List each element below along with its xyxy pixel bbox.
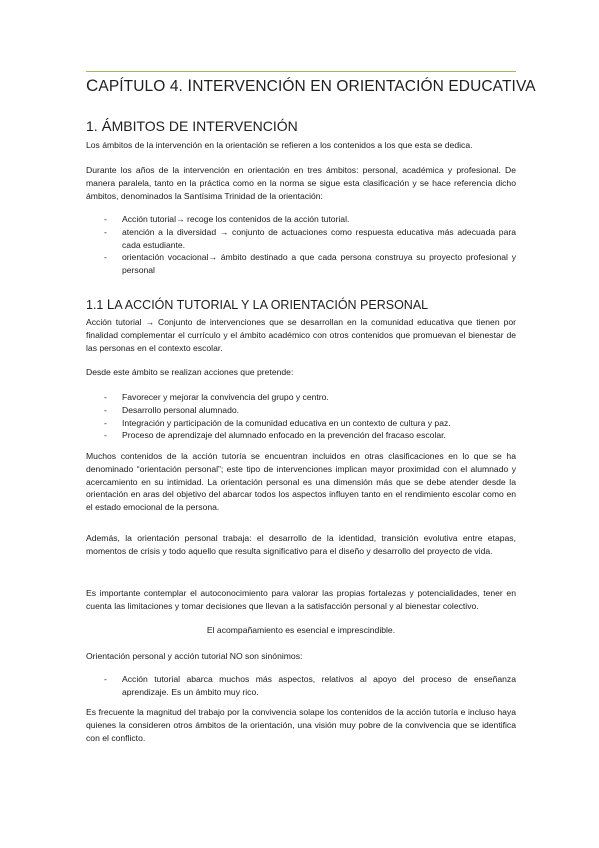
list-item: - Desarrollo personal alumnado. [104,404,516,417]
header-rule [86,71,516,72]
list-item: - orientación vocacional→ ámbito destinado a que cada persona construya su proyecto profesional y personal [104,251,516,277]
bullet-list [104,391,516,442]
paragraph: Desde este ámbito se realizan acciones que pretende: [86,367,294,377]
centered-statement: El acompañamiento es esencial e imprescindible. [206,625,396,635]
section-heading: 1. ÁMBITOS DE INTERVENCIÓN [86,118,298,135]
paragraph: Orientación personal y acción tutorial NO son sinónimos: [86,651,303,661]
list-item: - Proceso de aprendizaje del alumnado enfocado en la prevención del fracaso escolar. [104,429,516,442]
chapter-title: CAPÍTULO 4. INTERVENCIÓN EN ORIENTACIÓN EDUCATIVA [86,76,536,95]
paragraph: Es importante contemplar el autoconocimiento para valorar las propias fortalezas y potencialidades, tener en cuenta las limitaciones y tomar decisiones que llevan a la satisfacción personal y al bienestar colectivo. [86,588,516,611]
bullet-list [104,673,516,699]
paragraph: Acción tutorial → Conjunto de intervenciones que se desarrollan en la comunidad educativa que tienen por finalidad complementar el currículo y el ámbito académico con otros contenidos que promuevan el bienestar de las personas en el contexto escolar. [86,317,516,353]
paragraph: Durante los años de la intervención en orientación en tres ámbitos: personal, académica y profesional. De manera paralela, tanto en la práctica como en la norma se sigue esta clasificación y se hace referencia dicho ámbitos, denominados la Santísima Trinidad de la orientación: [86,165,516,201]
list-item: - Favorecer y mejorar la convivencia del grupo y centro. [104,391,516,404]
paragraph: Es frecuente la magnitud del trabajo por la convivencia solape los contenidos de la acción tutoría e incluso haya quienes la consideren otros ámbitos de la orientación, una visión muy pobre de la convivencia que se identifica con el conflicto. [86,707,516,743]
paragraph: Muchos contenidos de la acción tutoría se encuentran incluidos en otras clasificaciones en lo que se ha denominado “orientación personal”; este tipo de intervenciones implican mayor proximidad con el alumnado y acercamiento en su intimidad. La orientación personal es una dimensión más que se debe atender desde la orientación en aras del objetivo del abarcar todos los aspectos influyen tanto en el rendimiento escolar como en el estado emocional de la persona. [86,451,516,513]
bullet-list [104,213,516,277]
list-item: - Acción tutorial→ recoge los contenidos de la acción tutorial. [104,213,516,226]
paragraph: Además, la orientación personal trabaja: el desarrollo de la identidad, transición evolutiva entre etapas, momentos de crisis y todo aquello que resulta significativo para el diseño y desarrollo del proyecto de vida. [86,533,516,556]
section-intro: Los ámbitos de la intervención en la orientación se refieren a los contenidos a los que esta se dedica. [86,140,473,150]
list-item: - Acción tutorial abarca muchos más aspectos, relativos al apoyo del proceso de enseñanza aprendizaje. Es un ámbito muy rico. [104,673,516,699]
list-item: - Integración y participación de la comunidad educativa en un contexto de cultura y paz. [104,417,516,430]
subsection-heading: 1.1 LA ACCIÓN TUTORIAL Y LA ORIENTACIÓN PERSONAL [86,297,429,312]
list-item: - atención a la diversidad → conjunto de actuaciones como respuesta educativa más adecuada para cada estudiante. [104,226,516,252]
